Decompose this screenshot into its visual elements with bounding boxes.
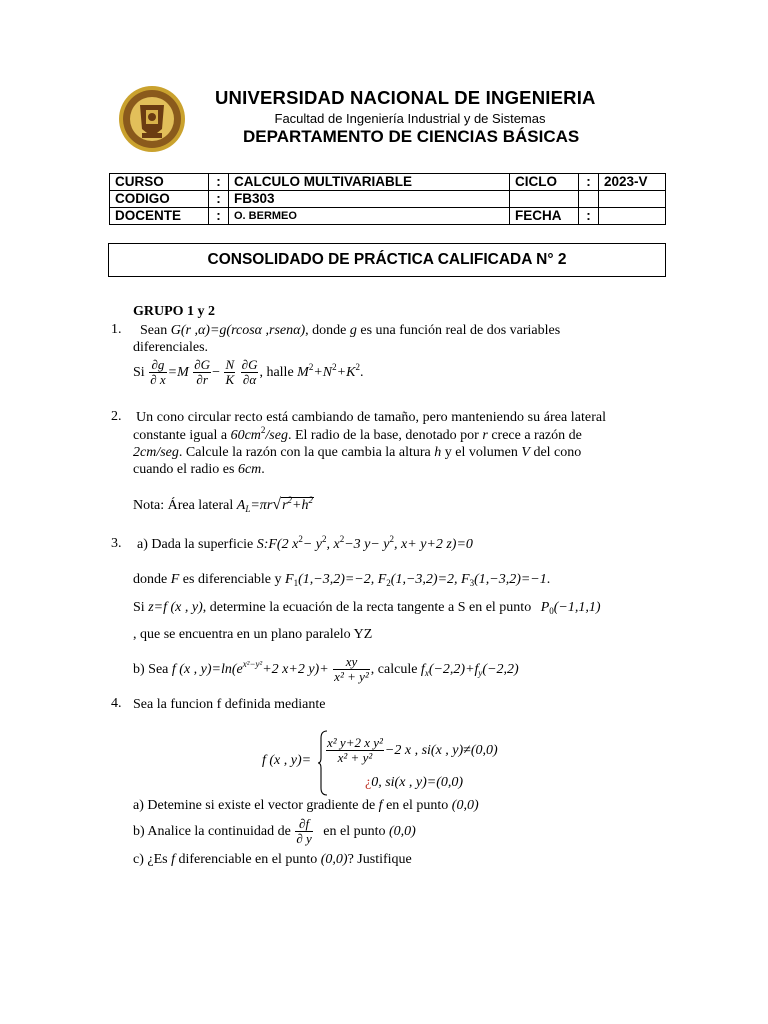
piecewise-case-2: ¿0, si(x , y)=(0,0) bbox=[365, 775, 464, 790]
codigo-value: FB303 bbox=[229, 191, 510, 208]
question-4-line-1: Sea la funcion f definida mediante bbox=[133, 697, 326, 712]
curso-value: CALCULO MULTIVARIABLE bbox=[229, 174, 510, 191]
empty-cell bbox=[599, 191, 666, 208]
piecewise-case-1: $\frac{\text{x² y+2 x y²}}{\text{x² + y²}}$ −2 x , si(x , y)≠(0,0) bbox=[327, 735, 498, 766]
table-row bbox=[110, 208, 666, 225]
question-1-line-2: diferenciales. bbox=[133, 340, 209, 355]
table-row bbox=[110, 191, 666, 208]
fraction-df-dy: $\frac{\partial f}{\partial y}$ bbox=[296, 816, 312, 847]
fraction-dG-dalpha: $\frac{\partial G}{\partial\alpha}$ bbox=[241, 357, 258, 388]
question-3-number: 3. bbox=[111, 536, 122, 551]
piecewise-lhs: f (x , y)= bbox=[262, 753, 312, 768]
question-4-part-b: b) Analice la continuidad de $\frac{\partial f}{\partial y}$ en el punto (0,0) bbox=[133, 816, 416, 847]
question-3-line-1: a) Dada la superficie S:F(2 $x^2- y^2$, $x^2-3$ $y- y^2$, x+ y+2 z)=0 bbox=[137, 534, 473, 552]
question-2-line-4: cuando el radio es 6cm. bbox=[133, 462, 265, 477]
exam-title: CONSOLIDADO DE PRÁCTICA CALIFICADA N° 2 bbox=[108, 243, 666, 277]
fraction-dg-dx: $\frac{\partial g}{\partial x}$ bbox=[150, 357, 166, 388]
empty-cell bbox=[510, 191, 579, 208]
question-2-line-1: Un cono circular recto está cambiando de tamaño, pero manteniendo su área lateral bbox=[136, 410, 607, 425]
question-3-line-2: donde F es diferenciable y $F_1(1,-3,2)=-2$, $F_2(1,-3,2)=2$, $F_3(1,-3,2)=-1$. bbox=[133, 572, 551, 588]
course-info-table bbox=[109, 173, 666, 225]
separator: : bbox=[209, 208, 229, 225]
fraction-xy: $\frac{xy}{\text{x² + y²}}$ bbox=[334, 654, 369, 685]
fecha-label: FECHA bbox=[510, 208, 579, 225]
question-2-line-3: 2cm/seg. Calcule la razón con la que cambia la altura h y el volumen V del cono bbox=[133, 445, 582, 460]
fraction-case-1: $\frac{\text{x² y+2 x y²}}{\text{x² + y²}}$ bbox=[327, 735, 383, 766]
fecha-value bbox=[599, 208, 666, 225]
ciclo-label: CICLO bbox=[510, 174, 579, 191]
separator: : bbox=[579, 174, 599, 191]
empty-cell bbox=[579, 191, 599, 208]
question-3-line-3: Si z=f (x , y), determine la ecuación de la recta tangente a S en el punto $P_0(-1,1,1)$ bbox=[133, 600, 601, 616]
department-name: DEPARTAMENTO DE CIENCIAS BÁSICAS bbox=[243, 127, 580, 146]
question-1-line-3: Si $\frac{\partial g}{\partial x}$ =M $\frac{\partial G}{\partial r}$ − $\frac{N}{K}$ $\frac{\partial G}{\partial\alpha}$ , halle $M^2+N^2+K^2$. bbox=[133, 357, 364, 388]
docente-label: DOCENTE bbox=[110, 208, 209, 225]
fraction-N-K: $\frac{N}{K}$ bbox=[225, 357, 235, 388]
question-2-line-2: constante igual a $60cm^2$/seg. El radio de la base, denotado por r crece a razón de bbox=[133, 425, 582, 443]
docente-value: O. BERMEO bbox=[229, 208, 510, 225]
curso-label: CURSO bbox=[110, 174, 209, 191]
question-1-number: 1. bbox=[111, 322, 122, 337]
question-2-number: 2. bbox=[111, 409, 122, 424]
question-4-part-c: c) ¿Es f diferenciable en el punto (0,0)? Justifique bbox=[133, 852, 412, 867]
question-3-line-5: b) Sea f (x , $y)=\ln(e^{x^2-y^2}+2$ x+2 y)+ $\frac{xy}{\text{x² + y²}}$ , calcule $f_x(-2,2)+f_y(-2,2)$ bbox=[133, 654, 519, 685]
fraction-dG-dr: $\frac{\partial G}{\partial r}$ bbox=[194, 357, 211, 388]
question-3-line-4: , que se encuentra en un plano paralelo YZ bbox=[133, 627, 373, 642]
question-4-part-a: a) Detemine si existe el vector gradiente de f en el punto (0,0) bbox=[133, 798, 479, 813]
table-row bbox=[110, 174, 666, 191]
separator: : bbox=[209, 191, 229, 208]
question-1-line-1: Sean G(r ,α)=g(rcosα ,rsenα), donde g es una función real de dos variables bbox=[140, 323, 561, 338]
separator: : bbox=[579, 208, 599, 225]
question-4-number: 4. bbox=[111, 696, 122, 711]
faculty-name: Facultad de Ingeniería Industrial y de Sistemas bbox=[274, 111, 546, 126]
group-heading: GRUPO 1 y 2 bbox=[133, 304, 216, 319]
codigo-label: CODIGO bbox=[110, 191, 209, 208]
separator: : bbox=[209, 174, 229, 191]
ciclo-value: 2023-V bbox=[599, 174, 666, 191]
university-name: UNIVERSIDAD NACIONAL DE INGENIERIA bbox=[215, 87, 596, 108]
question-2-note: Nota: Área lateral $A_L=\pi r√r^2+h^2$ bbox=[133, 495, 313, 514]
